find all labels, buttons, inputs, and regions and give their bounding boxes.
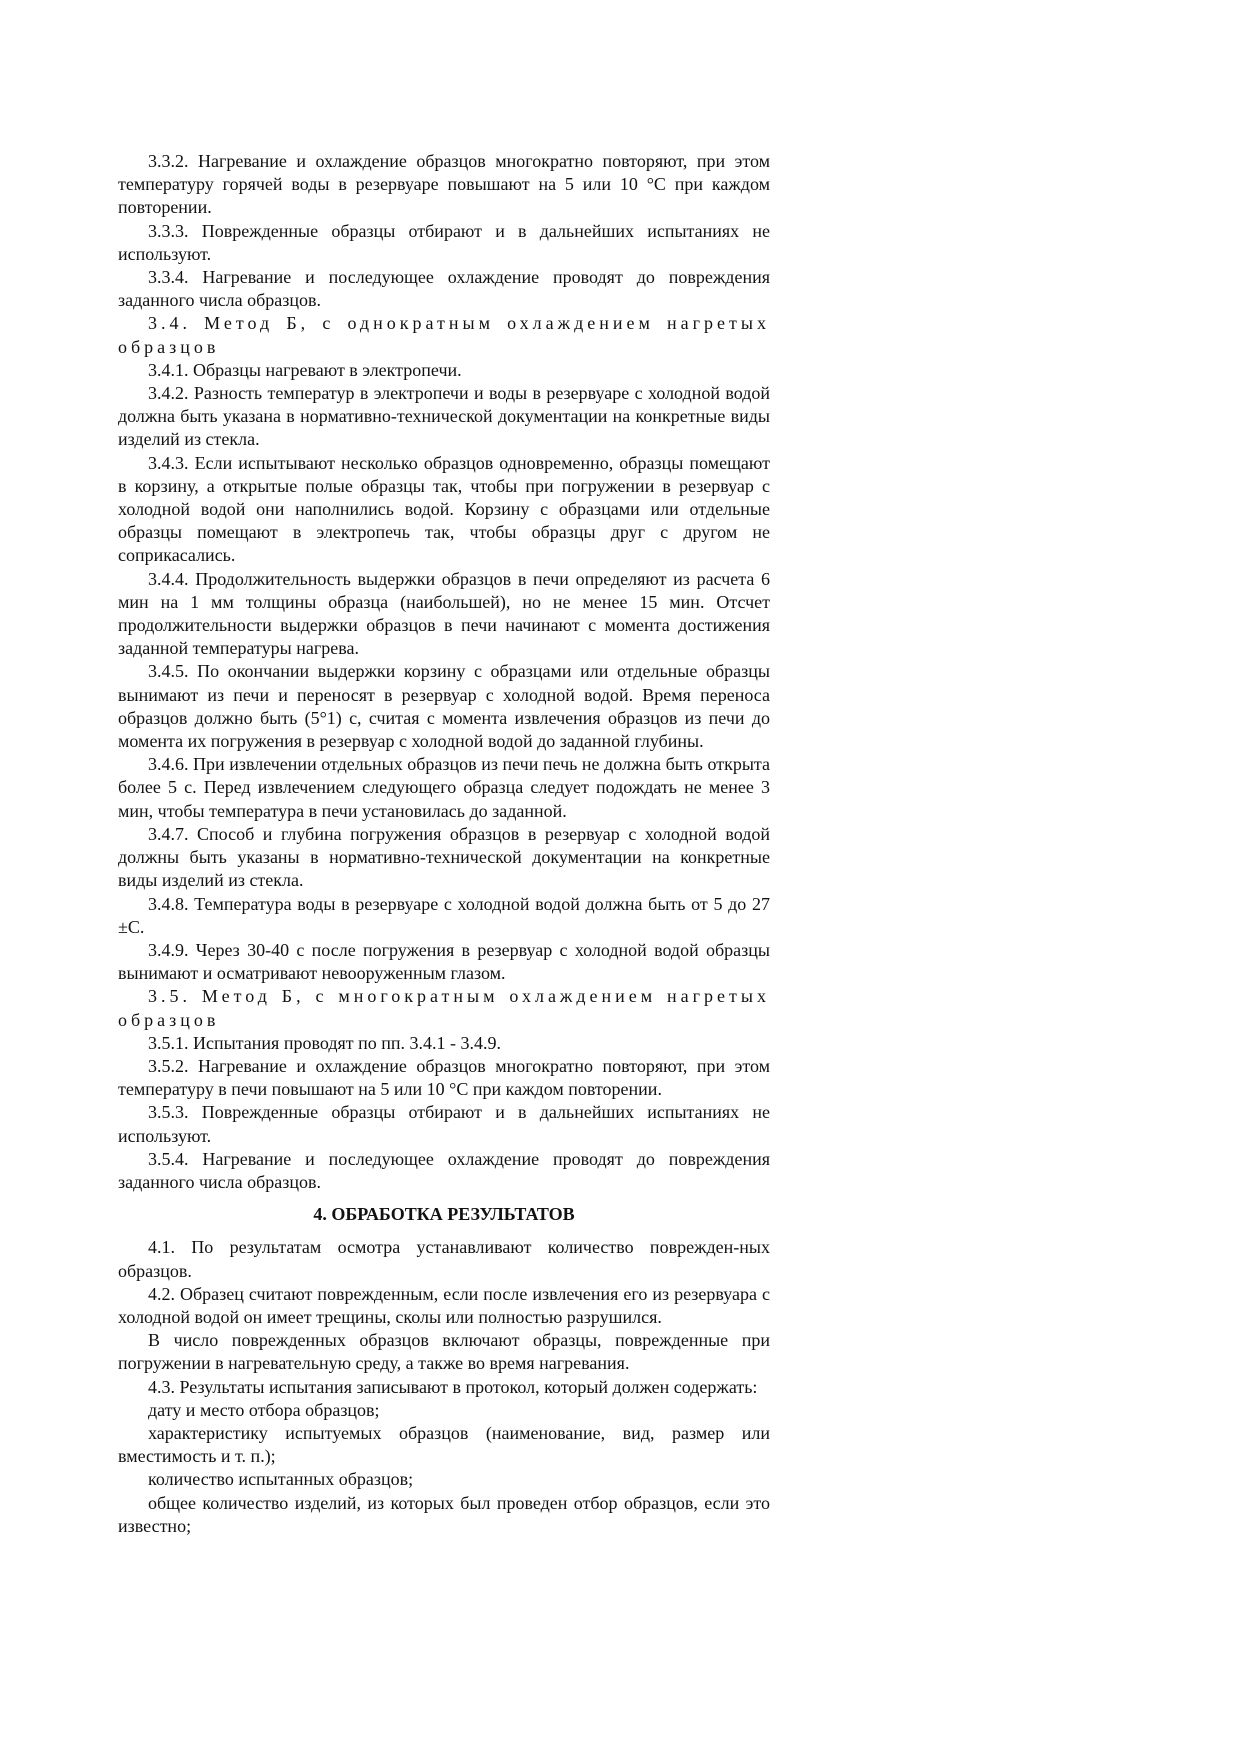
paragraph-p43d: общее количество изделий, из которых был проведен отбор образцов, если это известно; — [118, 1492, 770, 1536]
paragraph-p41: 4.1. По результатам осмотра устанавливают количество поврежден-ных образцов. — [118, 1237, 770, 1281]
paragraph-p42: 4.2. Образец считают поврежденным, если после извлечения его из резервуара с холодной водой он имеет трещины, сколы или полностью разрушился. — [118, 1283, 770, 1327]
paragraph-p349: 3.4.9. Через 30-40 с после погружения в резервуар с холодной водой образцы вынимают и осматривают невооруженным глазом. — [118, 939, 770, 984]
paragraph-p34: 3.4. Метод Б, с однократным охлаждением нагретых образцов — [118, 313, 770, 357]
paragraph-p346: 3.4.6. При извлечении отдельных образцов из печи печь не должна быть открыта более 5 с. Перед извлечением следующего образца следует подождать не менее 3 мин, чтобы температура в печи установилась до заданной. — [118, 754, 770, 821]
document-page — [118, 150, 770, 1538]
paragraph-p43a: дату и место отбора образцов; — [148, 1399, 380, 1420]
paragraph-p343: 3.4.3. Если испытывают несколько образцов одновременно, образцы помещают в корзину, а открытые полые образцы так, чтобы при погружении в резервуар с холодной водой они наполнились водой. Корзину с образцами или отдельные образцы помещают в электропечь так, чтобы образцы друг с другом не соприкасались. — [118, 452, 770, 566]
paragraphs-before — [118, 150, 770, 1194]
paragraph-p341: 3.4.1. Образцы нагревают в электропечи. — [148, 359, 462, 380]
paragraph-p342: 3.4.2. Разность температур в электропечи и воды в резервуаре с холодной водой должна быть указана в нормативно-технической документации на конкретные виды изделий из стекла. — [118, 383, 770, 450]
paragraph-p333: 3.3.3. Поврежденные образцы отбирают и в дальнейших испытаниях не используют. — [118, 220, 770, 264]
paragraph-p43b: характеристику испытуемых образцов (наименование, вид, размер или вместимость и т. п.); — [118, 1422, 770, 1467]
paragraph-p354: 3.5.4. Нагревание и последующее охлаждение проводят до повреждения заданного числа образцов. — [118, 1148, 770, 1192]
paragraph-p348: 3.4.8. Температура воды в резервуаре с холодной водой должна быть от 5 до 27 ±С. — [118, 893, 770, 937]
paragraph-p43: 4.3. Результаты испытания записывают в протокол, который должен содержать: — [148, 1376, 758, 1397]
paragraph-p35: 3.5. Метод Б, с многократным охлаждением нагретых образцов — [118, 986, 770, 1030]
paragraph-p43c: количество испытанных образцов; — [148, 1469, 414, 1490]
paragraph-p332: 3.3.2. Нагревание и охлаждение образцов многократно повторяют, при этом температуру горячей воды в резервуаре повышают на 5 или 10 °С при каждом повторении. — [118, 151, 770, 218]
paragraphs-after — [118, 1236, 770, 1538]
paragraph-p345: 3.4.5. По окончании выдержки корзину с образцами или отдельные образцы вынимают из печи и переносят в резервуар с холодной водой. Время переноса образцов должно быть (5°1) с, считая с момента извлечения образцов из печи до момента их погружения в резервуар с холодной водой до заданной глубины. — [118, 661, 770, 752]
paragraph-p352: 3.5.2. Нагревание и охлаждение образцов многократно повторяют, при этом температуру в печи повышают на 5 или 10 °С при каждом повторении. — [118, 1055, 770, 1100]
paragraph-p351: 3.5.1. Испытания проводят по пп. 3.4.1 - 3.4.9. — [148, 1032, 502, 1053]
paragraph-p347: 3.4.7. Способ и глубина погружения образцов в резервуар с холодной водой должны быть указаны в нормативно-технической документации на конкретные виды изделий из стекла. — [118, 823, 770, 891]
paragraph-p334: 3.3.4. Нагревание и последующее охлаждение проводят до повреждения заданного числа образцов. — [118, 267, 770, 311]
paragraph-p344: 3.4.4. Продолжительность выдержки образцов в печи определяют из расчета 6 мин на 1 мм толщины образца (наибольшей), но не менее 15 мин. Отсчет продолжительности выдержки образцов в печи начинают с момента достижения заданной температуры нагрева. — [118, 568, 770, 659]
paragraph-p42b: В число поврежденных образцов включают образцы, поврежденные при погружении в нагревательную среду, а также во время нагревания. — [118, 1330, 770, 1374]
section-heading-processing-results: 4. ОБРАБОТКА РЕЗУЛЬТАТОВ — [313, 1204, 575, 1225]
paragraph-p353: 3.5.3. Поврежденные образцы отбирают и в дальнейших испытаниях не используют. — [118, 1102, 770, 1146]
